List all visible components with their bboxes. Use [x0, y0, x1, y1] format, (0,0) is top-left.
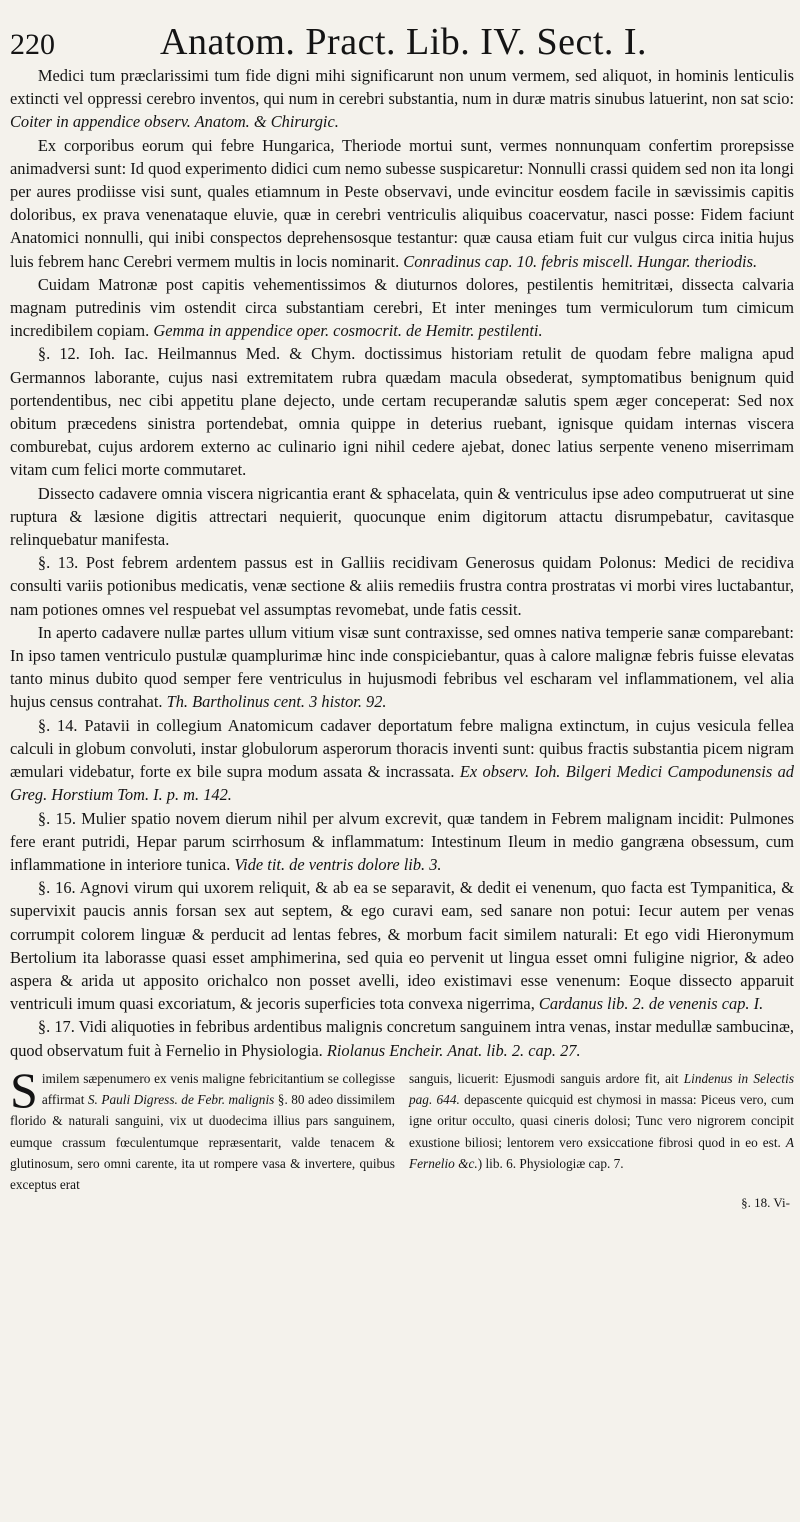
citation: Riolanus Encheir. Anat. lib. 2. cap. 27. — [326, 1040, 581, 1060]
page-header — [10, 20, 794, 64]
citation: Conradinus cap. 10. febris miscell. Hungar. theriodis. — [403, 251, 758, 271]
paragraph: Medici tum præclarissimi tum fide digni mihi significarunt non unum vermem, sed aliquot, in hominis lenticulis extincti vel oppressi cerebro inventos, qui num in cerebri substantia, num in duræ matris sinubus latuerint, non sat scio: Coiter in appendice observ. Anatom. & Chirurgic. — [10, 66, 794, 132]
paragraph: §. 15. Mulier spatio novem dierum nihil per alvum excrevit, quæ tandem in Febrem malignam incidit: Pulmones fere erant putridi, Hepar parum scirrhosum & inflammatum: Intestinum Ileum in medio gangræna obsessum, cum inflammatione in interiore tunica. Vide tit. de ventris dolore lib. 3. — [10, 808, 794, 874]
paragraph: §. 14. Patavii in collegium Anatomicum cadaver deportatum febre maligna extinctum, in cujus vesicula fellea calculi in globum convoluti, instar globulorum asperorum thoracis inventi sunt: quibus fractis substantia picem nigram æmulari videbatur, forte ex bile supra modum assata & incrassata. Ex observ. Ioh. Bilgeri Medici Campodunensis ad Greg. Horstium Tom. I. p. m. 142. — [10, 715, 794, 805]
citation: Cardanus lib. 2. de venenis cap. I. — [538, 994, 764, 1014]
main-text — [10, 64, 794, 1062]
running-title: Anatom. Pract. Lib. IV. Sect. I. — [160, 21, 648, 63]
citation: Vide tit. de ventris dolore lib. 3. — [234, 854, 442, 874]
paragraph: In aperto cadavere nullæ partes ullum vitium visæ sunt contraxisse, sed omnes nativa temperie sanæ comparebant: In ipso tamen ventriculo pustulæ quamplurimæ hinc inde conspiciebantur, quas à calore malignæ febris fuisse elevatas tanto minus dubito quod semper fere ventriculus in hujusmodi febribus vel escharam vel inflammationem, vel alia hujus census contrahat. Th. Bartholinus cent. 3 histor. 92. — [10, 622, 794, 712]
paragraph: §. 16. Agnovi virum qui uxorem reliquit, & ab ea se separavit, & dedit ei venenum, quo facta est Tympanitica, & supervixit paucis annis forsan sex aut septem, & ego curavi eam, sed sanare non potui: Iecur autem per venas corrumpit colorem linguæ & perducit ad lentas febres, & morbum facit similem naturali: Et ego vidi Hieronymum Bertolium ita laborasse quasi esset amphimerina, sed quia eo pervenit ut lingua esset omni fuligine nigrior, & adeo aspera & arida ut apposito orichalco non posset avelli, ideo existimavi esse venenum: Eoque dissecto apparuit ventriculi imum quasi excoriatum, & jecoris superficies tota convexa nigerrima, Cardanus lib. 2. de venenis cap. I. — [10, 878, 794, 1014]
paragraph: §. 17. Vidi aliquoties in febribus ardentibus malignis concretum sanguinem intra venas, instar medullæ sambucinæ, quod observatum fuit à Fernelio in Physiologia. Riolanus Encheir. Anat. lib. 2. cap. 27. — [10, 1017, 794, 1060]
citation: Ex observ. Ioh. Bilgeri Medici Campodunensis ad Greg. Horstium Tom. I. p. m. 142. — [10, 762, 794, 805]
paragraph: §. 12. Ioh. Iac. Heilmannus Med. & Chym. doctissimus historiam retulit de quodam febre maligna apud Germannos laborante, cujus nasi extremitatem rubra quædam macula obsederat, symptomatibus benignum quid portendentibus, nec cibi appetitu plane dejecto, unde certam recuperandæ salutis spem æger conceperat: Sed nox obitum præcedens sinistra portendebat, omnia quippe in deterius ruebant, ignisque quidam internas viscera comburebat, cujus ardorem externo ac culinario igni nihil cedere ajebat, donec latius serpente veneno miserrimam vitam cum felici morte commutaret. — [10, 344, 794, 480]
paragraph: Dissecto cadavere omnia viscera nigricantia erant & sphacelata, quin & ventriculus ipse adeo computruerat ut sine ruptura & læsione digitis attrectari nequierit, quocunque enim digitorum attactu disrumpebatur, cavitasque relinquebatur manifesta. — [10, 483, 794, 550]
citation: Th. Bartholinus cent. 3 histor. 92. — [166, 692, 387, 712]
citation: Gemma in appendice oper. cosmocrit. de Hemitr. pestilenti. — [153, 321, 543, 341]
footnote-left-column: Similem sæpenumero ex venis maligne febricitantium se collegisse affirmat S. Pauli Digress. de Febr. malignis §. 80 adeo dissimilem florido & naturali sanguini, vix ut duodecima illius pars sanguinem, eumque crassum fœculentumque repræsentarit, valde tenacem & glutinosum, sero omni carente, ita ut rompere vasa & invertere, quibus exceptus erat — [10, 1061, 395, 1193]
paragraph: §. 13. Post febrem ardentem passus est in Galliis recidivam Generosus quidam Polonus: Medici de recidiva consulti variis potionibus medicatis, venæ sectione & aliis remediis frustra contra prostratas vi morbi vires luctabantur, nam potiones omnes vel respuebat vel assumptas revomebat, unde fatis cessit. — [10, 553, 794, 619]
drop-cap: S — [10, 1061, 38, 1118]
page-number: 220 — [10, 28, 55, 61]
footnotes — [10, 1061, 795, 1211]
paragraph: Cuidam Matronæ post capitis vehementissimos & diuturnos dolores, pestilentis hemitritæi, dissecta calvaria magnam putredinis vim ostendit circa substantiam cerebri, Et inter meninges tum vermiculorum tum cimicum incredibilem copiam. Gemma in appendice oper. cosmocrit. de Hemitr. pestilenti. — [10, 274, 794, 341]
catchword: §. 18. Vi- — [741, 1195, 790, 1211]
paragraph: Ex corporibus eorum qui febre Hungarica, Theriode mortui sunt, vermes nonnunquam confertim prorepsisse animadversi sunt: Id quod experimento didici cum nemo subesse suspicaretur: Nonnulli crassi quidem sed non ita longi per aures prodiisse visi sunt, quales etiamnum in Peste observavi, unde evincitur eosdem facile in sævissimis capitis doloribus, ex prava venenataque eluvie, quæ in cerebri ventriculis aliquibus coacervatur, nasci posse: Fidem faciunt Anatomici nonnulli, qui inibi conspectos deprehensosque testantur: quæ causa etiam fuit cur vulgus circa initia hujus luis febrem hanc Cerebri vermem multis in locis nominarit. Conradinus cap. 10. febris miscell. Hungar. theriodis. — [10, 135, 794, 271]
citation: Coiter in appendice observ. Anatom. & Chirurgic. — [10, 112, 339, 132]
footnote-right-column: sanguis, licuerit: Ejusmodi sanguis ardore fit, ait Lindenus in Selectis pag. 644. depascente quicquid est chymosi in massa: Piceus vero, cum igne oritur occulto, quasi cineris dolosi; Tunc vero nigrorem concipit exustione biliosi; lentorem vero exsiccatione fibrosi quod in eo est. A Fernelio &c.) lib. 6. Physiologiæ cap. 7. — [409, 1070, 795, 1171]
